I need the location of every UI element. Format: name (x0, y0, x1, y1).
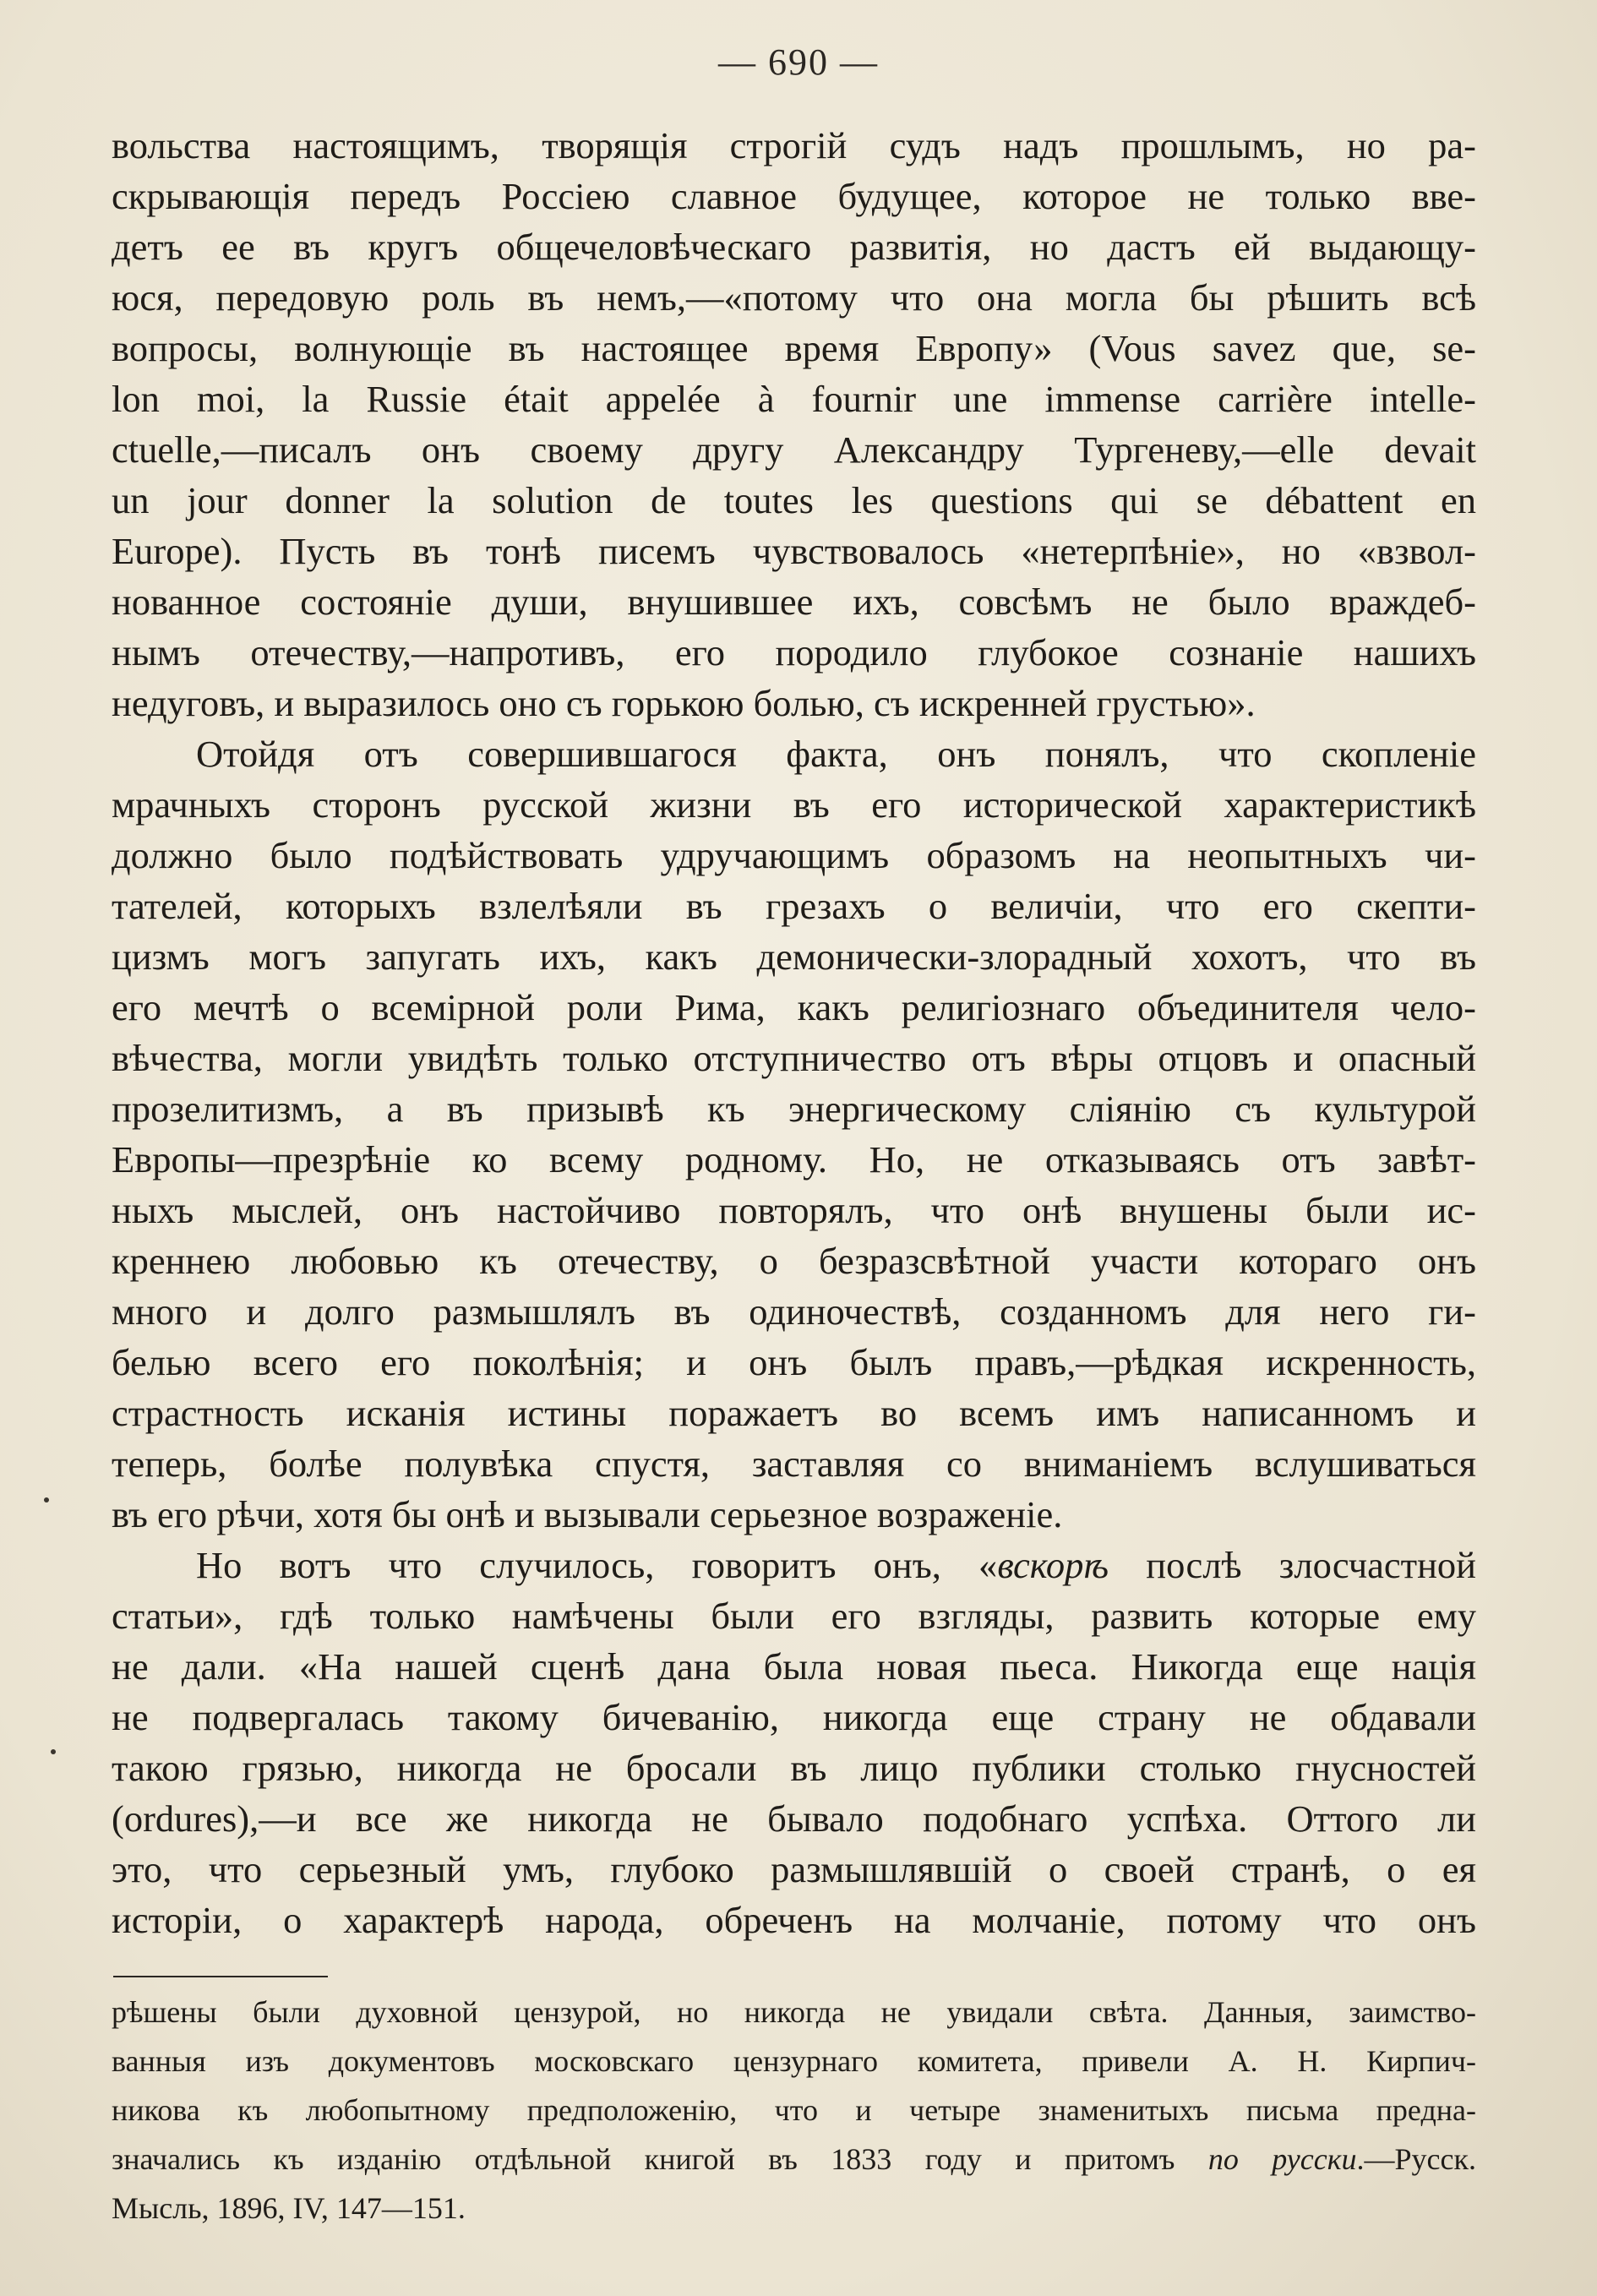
text-line: ctuelle,—писалъ онъ своему другу Александру Тургеневу,—elle devait (112, 428, 1476, 471)
text-line: детъ ее въ кругъ общечеловѣческаго развитія, но дастъ ей выдающу- (112, 226, 1476, 268)
text-line: нованное состояніе души, внушившее ихъ, совсѣмъ не было враждеб- (112, 581, 1476, 623)
text-line: креннею любовью къ отечеству, о безразсвѣтной участи котораго онъ (112, 1240, 1476, 1282)
text-line: должно было подѣйствовать удручающимъ образомъ на неопытныхъ чи- (112, 834, 1476, 876)
footnote-line: никова къ любопытному предположенію, что и четыре знаменитыхъ письма предна- (112, 2093, 1476, 2127)
text-line: вольства настоящимъ, творящія строгій судъ надъ прошлымъ, но ра- (112, 124, 1476, 166)
text-line: вѣчества, могли увидѣть только отступничество отъ вѣры отцовъ и опасный (112, 1037, 1476, 1079)
text-line: теперь, болѣе полувѣка спустя, заставляя со вниманіемъ вслушиваться (112, 1442, 1476, 1485)
text-line: тателей, которыхъ взлелѣяли въ грезахъ о величіи, что его скепти- (112, 885, 1476, 927)
text-line: много и долго размышлялъ въ одиночествѣ, созданномъ для него ги- (112, 1290, 1476, 1333)
text-line: страстность исканія истины поражаетъ во всемъ имъ написанномъ и (112, 1392, 1476, 1434)
footnote-line: Мысль, 1896, IV, 147—151. (112, 2191, 466, 2225)
footnote-divider (113, 1976, 328, 1977)
text-line: въ его рѣчи, хотя бы онѣ и вызывали серьезное возраженіе. (112, 1493, 1063, 1535)
text-fragment: Но вотъ что случилось, говоритъ онъ, « (196, 1544, 998, 1586)
footnote-line: рѣшены были духовной цензурой, но никогда не увидали свѣта. Данныя, заимство- (112, 1995, 1476, 2029)
text-fragment: .—Русск. (1356, 2142, 1476, 2176)
paragraph-start-line: Отойдя отъ совершившагося факта, онъ понялъ, что скопленіе (196, 733, 1476, 775)
text-line: юся, передовую роль въ немъ,—«потому что она могла бы рѣшить всѣ (112, 276, 1476, 319)
text-fragment: послѣ злосчастной (1109, 1544, 1476, 1586)
text-line: не подвергалась такому бичеванію, никогда еще страну не обдавали (112, 1696, 1476, 1738)
main-text (112, 120, 1476, 1945)
text-line: цизмъ могъ запугать ихъ, какъ демонически-злорадный хохотъ, что въ (112, 935, 1476, 978)
text-line: (ordures),—и все же никогда не бывало подобнаго успѣха. Оттого ли (112, 1797, 1476, 1840)
text-line: lon moi, la Russie était appelée à fournir une immense carrière intelle- (112, 378, 1476, 420)
text-line: исторіи, о характерѣ народа, обреченъ на молчаніе, потому что онъ (112, 1899, 1476, 1941)
text-line: Europe). Пусть въ тонѣ писемъ чувствовалось «нетерпѣніе», но «взвол- (112, 530, 1476, 572)
text-line: вопросы, волнующіе въ настоящее время Европу» (Vous savez que, se- (112, 327, 1476, 369)
text-line: статьи», гдѣ только намѣчены были его взгляды, развить которые ему (112, 1595, 1476, 1637)
text-line: un jour donner la solution de toutes les questions qui se débattent en (112, 479, 1476, 521)
text-line: мрачныхъ сторонъ русской жизни въ его исторической характеристикѣ (112, 783, 1476, 826)
text-line: такою грязью, никогда не бросали въ лицо публики столько гнусностей (112, 1747, 1476, 1789)
text-fragment: значались къ изданію отдѣльной книгой въ 1833 году и притомъ (112, 2142, 1208, 2176)
text-line: скрывающія передъ Россіею славное будущее, которое не только вве- (112, 175, 1476, 217)
text-line: не дали. «На нашей сценѣ дана была новая пьеса. Никогда еще нація (112, 1645, 1476, 1688)
text-line: нымъ отечеству,—напротивъ, его породило глубокое сознаніе нашихъ (112, 631, 1476, 674)
page-number: — 690 — (718, 41, 879, 83)
italic-word: вскорѣ (997, 1544, 1109, 1586)
text-line: прозелитизмъ, а въ призывѣ къ энергическому сліянію съ культурой (112, 1088, 1476, 1130)
italic-phrase: по русски (1207, 2142, 1357, 2176)
text-line: недуговъ, и выразилось оно съ горькою болью, съ искренней грустью». (112, 682, 1256, 724)
text-line: это, что серьезный умъ, глубоко размышлявшій о своей странѣ, о ея (112, 1848, 1476, 1890)
text-line: ныхъ мыслей, онъ настойчиво повторялъ, что онѣ внушены были ис- (112, 1189, 1476, 1231)
paragraph-start-line (112, 1540, 1476, 1590)
text-line: его мечтѣ о всемірной роли Рима, какъ религіознаго объединителя чело- (112, 986, 1476, 1028)
text-line: белью всего его поколѣнія; и онъ былъ правъ,—рѣдкая искренность, (112, 1341, 1476, 1383)
footnote-line: ванныя изъ документовъ московскаго цензурнаго комитета, привели А. Н. Кирпич- (112, 2044, 1476, 2078)
print-speck (44, 1497, 49, 1502)
text-line: Европы—презрѣніе ко всему родному. Но, не отказываясь отъ завѣт- (112, 1138, 1476, 1181)
print-speck (51, 1749, 56, 1754)
footnote-line (112, 2135, 1476, 2184)
footnote (112, 1988, 1476, 2233)
